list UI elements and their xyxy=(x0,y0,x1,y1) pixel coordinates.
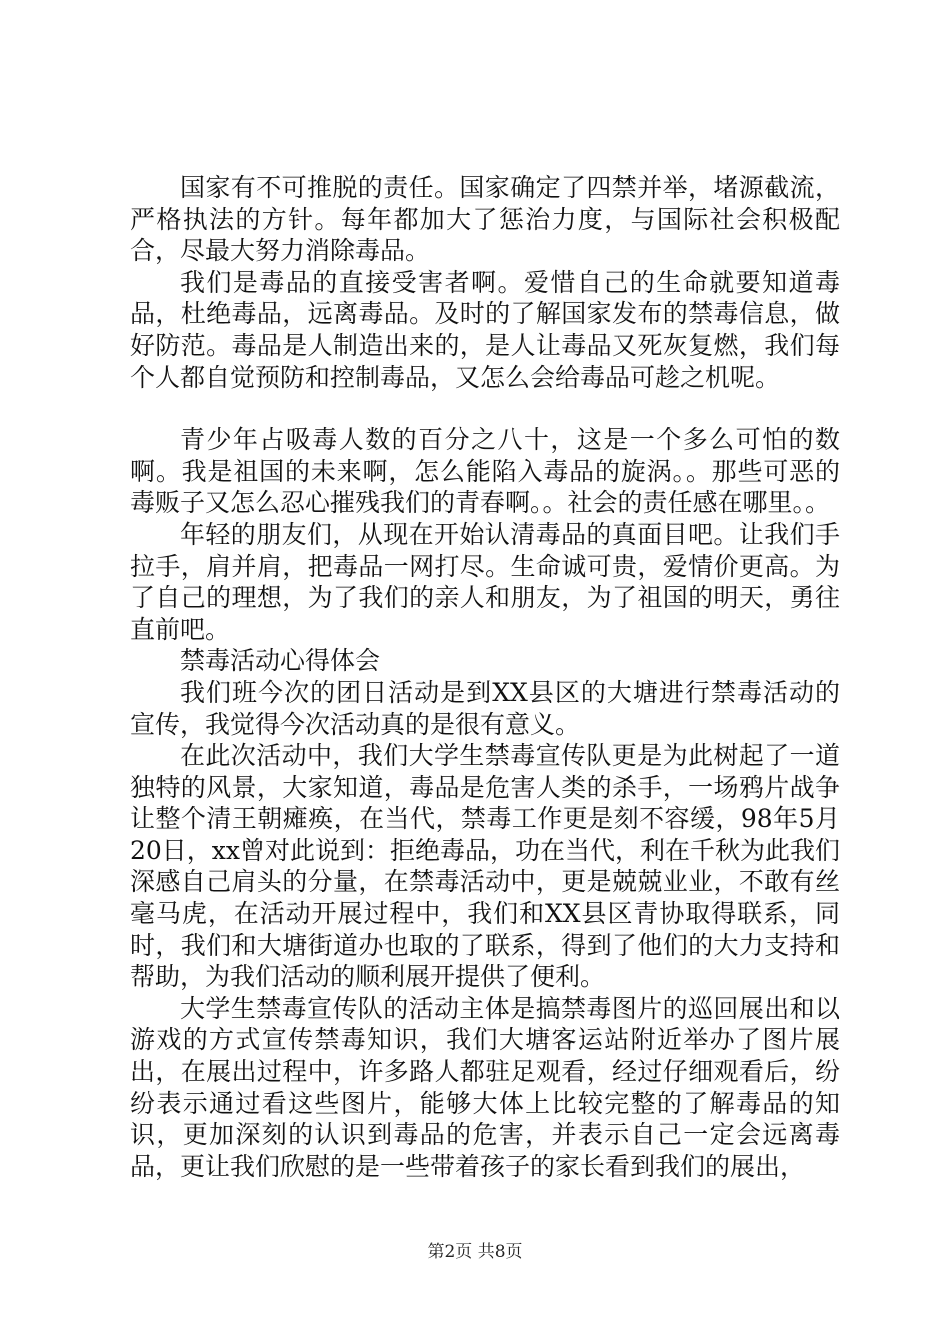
paragraph-class-activity: 我们班今次的团日活动是到XX县区的大塘进行禁毒活动的宣传，我觉得今次活动真的是很有意义。 xyxy=(130,677,840,739)
paragraph-direct-victims: 我们是毒品的直接受害者啊。爱惜自己的生命就要知道毒品，杜绝毒品，远离毒品。及时的了解国家发布的禁毒信息，做好防范。毒品是人制造出来的，是人让毒品又死灰复燃，我们每个人都自觉预防和控制毒品，又怎么会给毒品可趁之机呢。 xyxy=(130,267,840,392)
document-body xyxy=(130,172,840,1182)
paragraph-young-friends: 年轻的朋友们，从现在开始认清毒品的真面目吧。让我们手拉手，肩并肩，把毒品一网打尽。生命诚可贵，爱情价更高。为了自己的理想，为了我们的亲人和朋友，为了祖国的明天，勇往直前吧。 xyxy=(130,519,840,644)
paragraph-national-responsibility: 国家有不可推脱的责任。国家确定了四禁并举，堵源截流，严格执法的方针。每年都加大了惩治力度，与国际社会积极配合，尽最大努力消除毒品。 xyxy=(130,173,840,266)
paragraph-exhibition: 大学生禁毒宣传队的活动主体是搞禁毒图片的巡回展出和以游戏的方式宣传禁毒知识，我们大塘客运站附近举办了图片展出，在展出过程中，许多路人都驻足观看，经过仔细观看后，纷纷表示通过看这些图片，能够大体上比较完整的了解毒品的知识，更加深刻的认识到毒品的危害，并表示自己一定会远离毒品，更让我们欣慰的是一些带着孩子的家长看到我们的展出， xyxy=(130,993,840,1181)
section-heading: 禁毒活动心得体会 xyxy=(180,646,381,676)
page-number-footer: 第2页 共8页 xyxy=(427,1242,523,1262)
paragraph-activity-details: 在此次活动中，我们大学生禁毒宣传队更是为此树起了一道独特的风景，大家知道，毒品是危害人类的杀手，一场鸦片战争让整个清王朝瘫痪，在当代，禁毒工作更是刻不容缓，98年5月20日，xx曾对此说到：拒绝毒品，功在当代，利在千秋为此我们深感自己肩头的分量，在禁毒活动中，更是兢兢业业，不敢有丝毫马虎，在活动开展过程中，我们和XX县区青协取得联系，同时，我们和大塘街道办也取的了联系，得到了他们的大力支持和帮助，为我们活动的顺利展开提供了便利。 xyxy=(130,741,841,992)
paragraph-youth-statistics: 青少年占吸毒人数的百分之八十，这是一个多么可怕的数啊。我是祖国的未来啊，怎么能陷入毒品的旋涡。。那些可恶的毒贩子又怎么忍心摧残我们的青春啊。。社会的责任感在哪里。。 xyxy=(130,425,840,518)
